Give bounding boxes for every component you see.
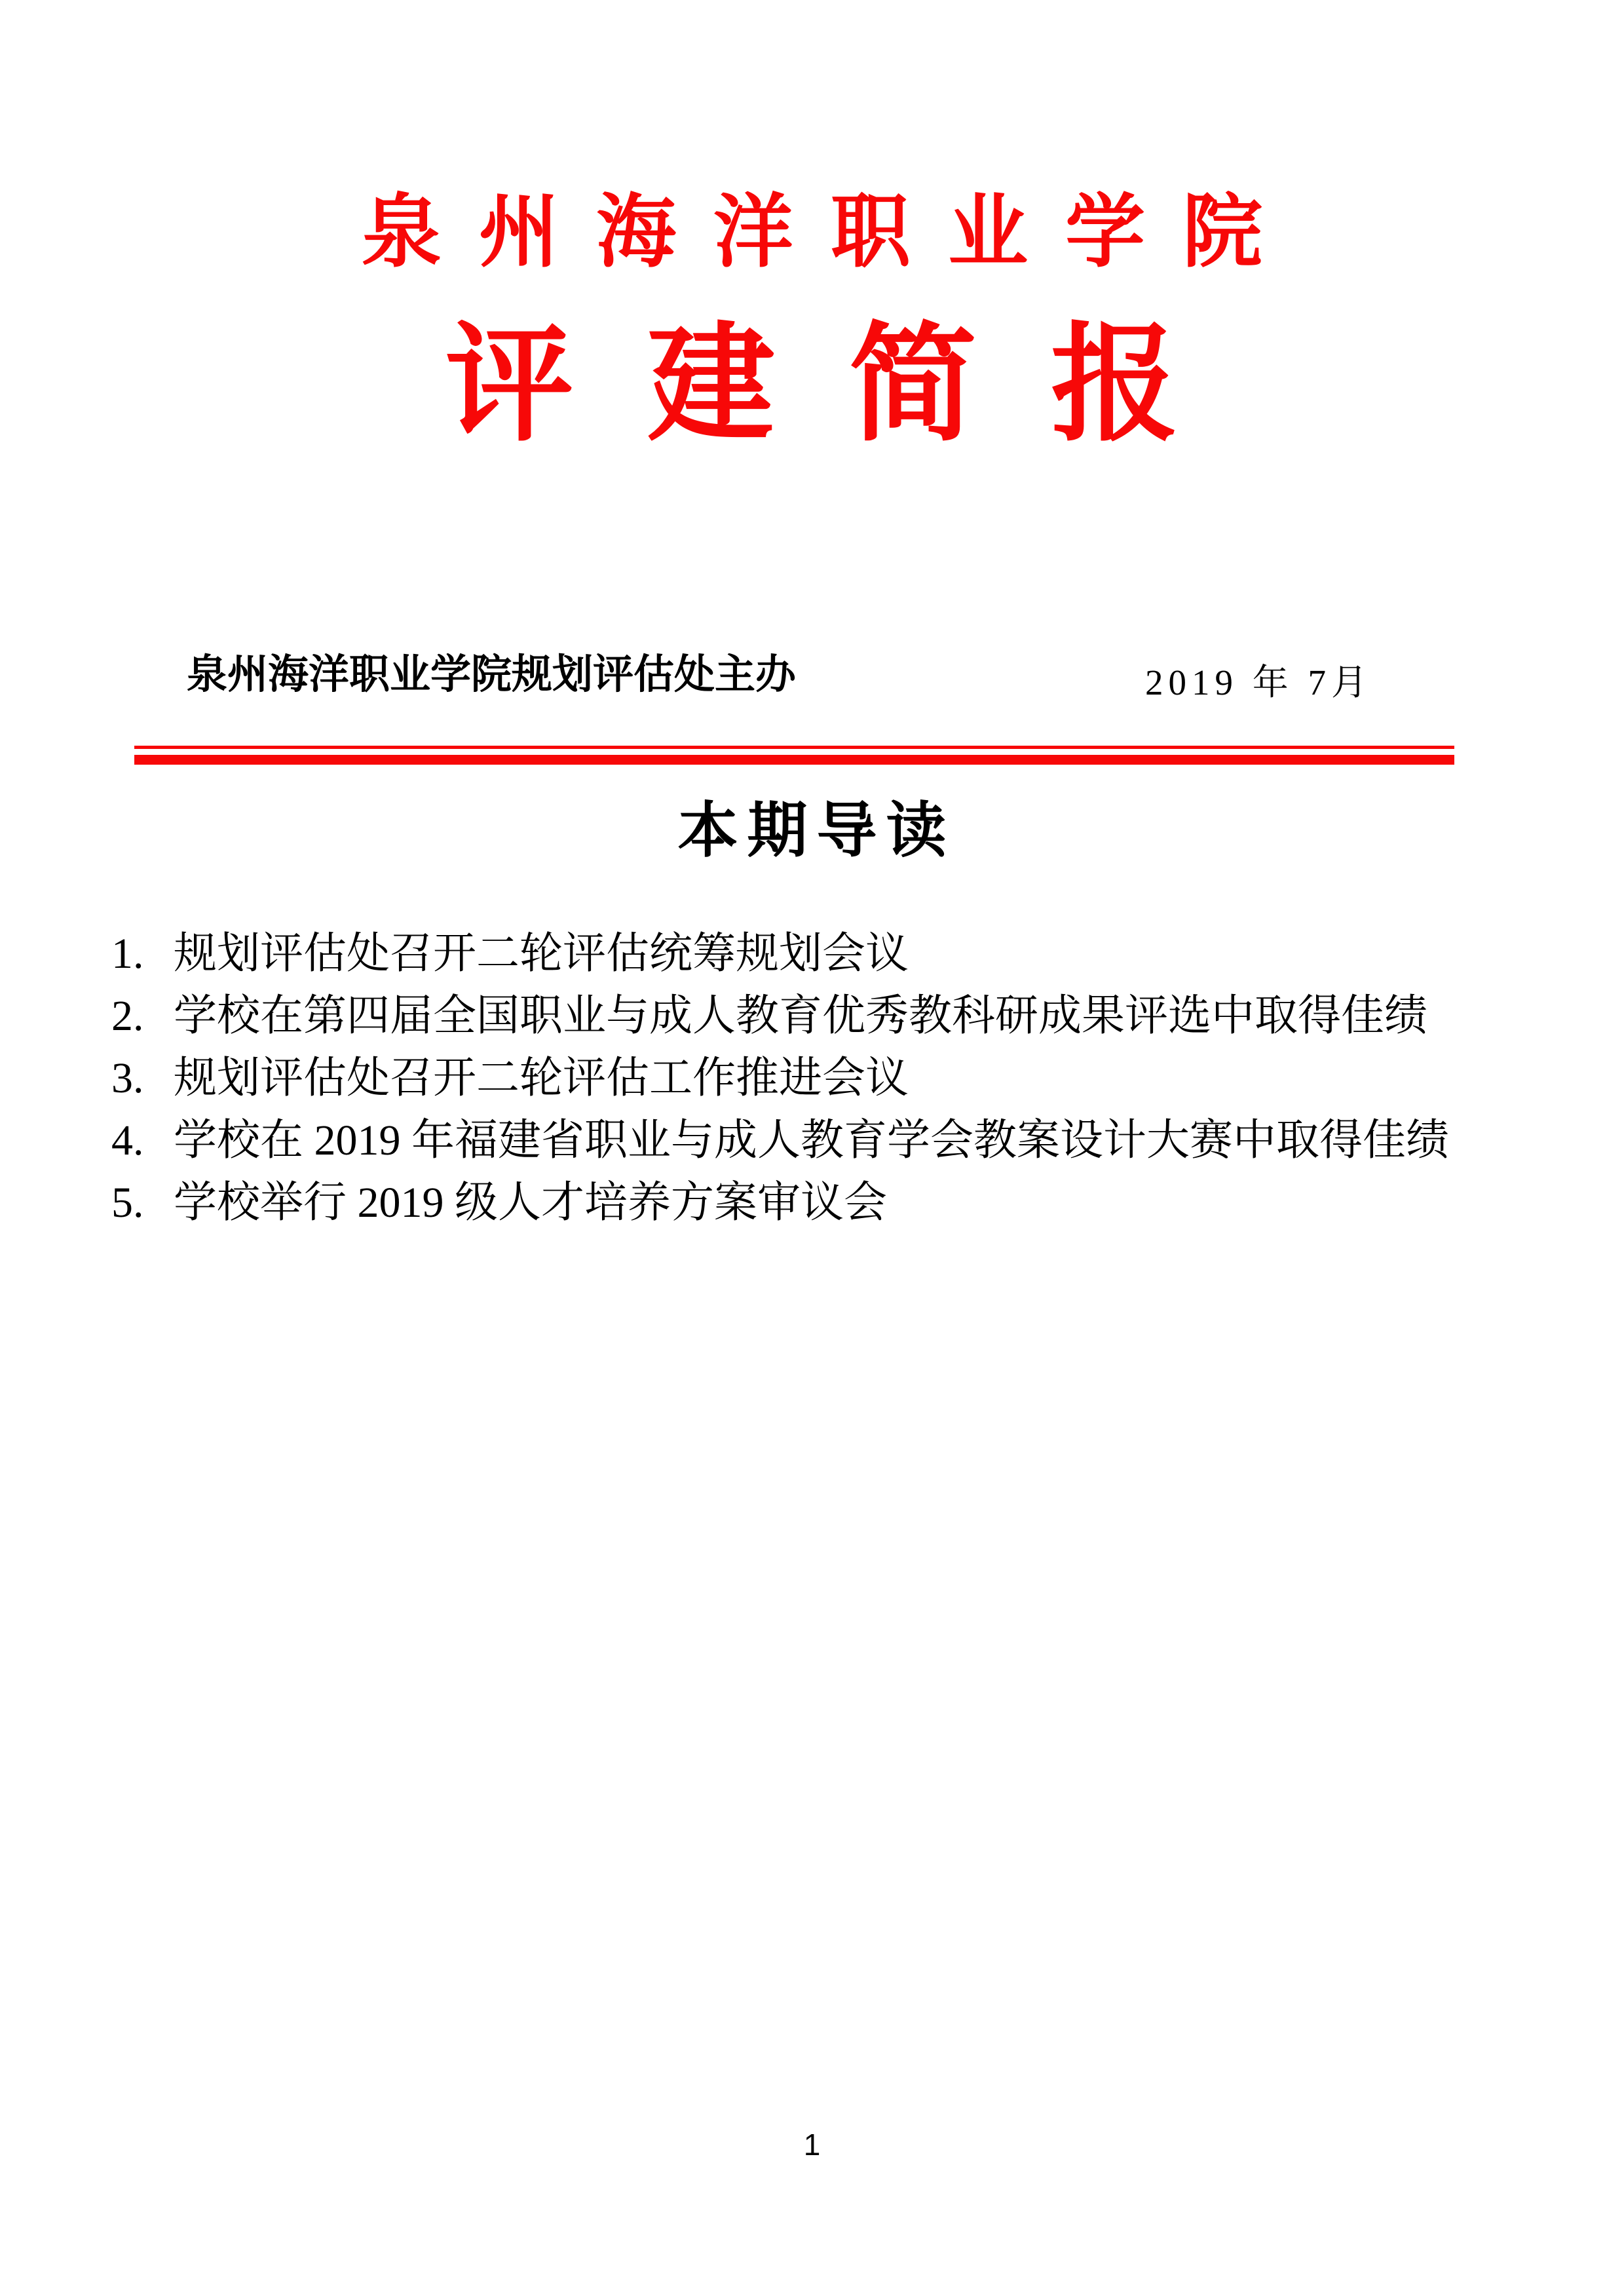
masthead-org-name: 泉州海洋职业学院 bbox=[362, 189, 1300, 277]
masthead-bulletin-title: 评建简报 bbox=[445, 315, 1253, 457]
toc-item-number: 1. bbox=[111, 930, 144, 978]
toc-item-text: 学校在 2019 年福建省职业与成人教育学会教案设计大赛中取得佳绩 bbox=[174, 1117, 1449, 1164]
toc-item-4 bbox=[111, 1109, 1461, 1172]
divider-thin-rule bbox=[134, 746, 1454, 749]
section-title-guide: 本期导读 bbox=[677, 797, 956, 864]
toc-item-text: 学校在第四届全国职业与成人教育优秀教科研成果评选中取得佳绩 bbox=[174, 992, 1427, 1040]
toc-item-number: 2. bbox=[111, 992, 144, 1040]
issue-date: 2019 年 7月 bbox=[1145, 662, 1373, 702]
toc-item-5 bbox=[111, 1172, 1461, 1234]
toc-list bbox=[111, 923, 1461, 1234]
toc-item-text: 学校举行 2019 级人才培养方案审议会 bbox=[174, 1179, 887, 1227]
divider-thick-rule bbox=[134, 755, 1454, 765]
toc-item-number: 5. bbox=[111, 1179, 144, 1227]
publisher-line: 泉州海洋职业学院规划评估处主办 bbox=[187, 653, 797, 697]
toc-item-text: 规划评估处召开二轮评估工作推进会议 bbox=[174, 1054, 909, 1102]
toc-item-number: 4. bbox=[111, 1117, 144, 1164]
toc-item-3 bbox=[111, 1047, 1461, 1109]
toc-item-text: 规划评估处召开二轮评估统筹规划会议 bbox=[174, 930, 909, 978]
toc-item-number: 3. bbox=[111, 1054, 144, 1102]
toc-item-1 bbox=[111, 923, 1461, 985]
page-number: 1 bbox=[803, 2128, 821, 2162]
toc-item-2 bbox=[111, 985, 1461, 1047]
